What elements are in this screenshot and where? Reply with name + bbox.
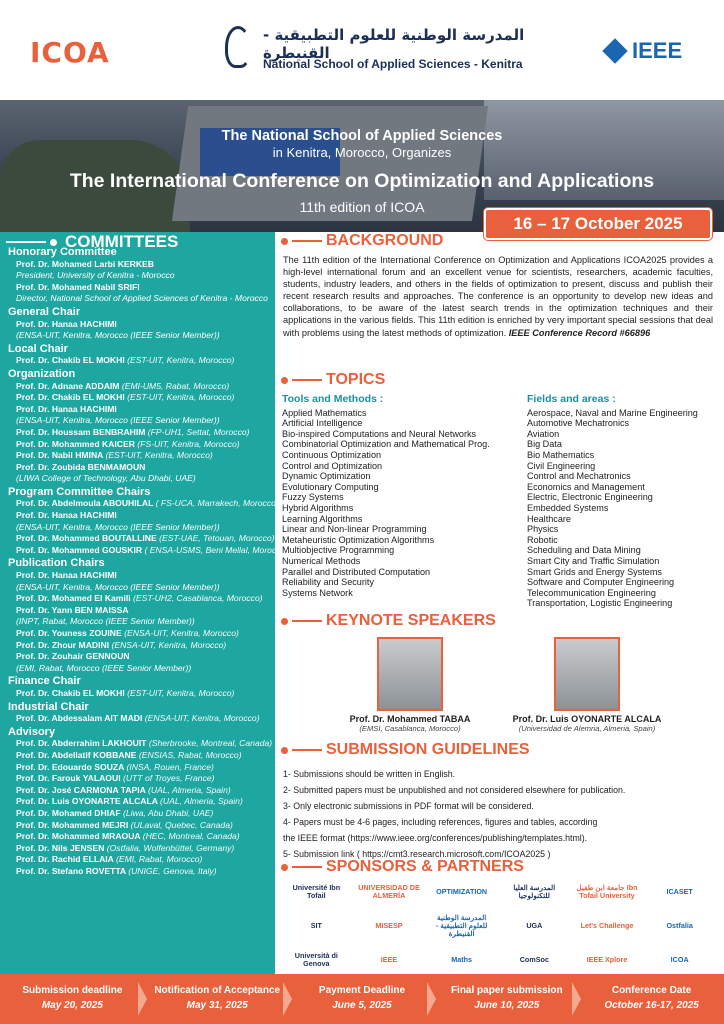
topics-title: TOPICS [326, 371, 386, 388]
tool-item: Artificial Intelligence [282, 418, 363, 429]
member-affiliation: (ENSA-UIT, Kenitra, Morocco) [144, 713, 260, 724]
member-name: Prof. Dr. Nabil HMINA [16, 450, 104, 461]
committee-member [8, 808, 270, 820]
chevron-right-icon [283, 982, 292, 1016]
member-affiliation: ( FS-UCA, Marrakech, Morocco) [155, 498, 279, 509]
ensa-seal-icon [225, 26, 251, 68]
member-affiliation: (ULaval, Quebec, Canada) [130, 819, 233, 830]
sponsor-logo: UNIVERSIDAD DE ALMERÍA [358, 883, 420, 900]
member-affiliation: (ENSA-UIT, Kenitra, Morocco) [124, 628, 239, 638]
member-name: Prof. Dr. Hanaa HACHIMI [16, 570, 117, 581]
tools-column [282, 394, 490, 598]
member-name: Prof. Dr. Hanaa HACHIMI [16, 403, 117, 414]
committee-member [8, 762, 270, 774]
field-item: Physics [527, 524, 559, 535]
member-name: Prof. Dr. Farouk YALAOUI [16, 773, 121, 784]
sponsor-logo: ICASET [666, 887, 693, 896]
submission-title: SUBMISSION GUIDELINES [326, 741, 530, 758]
member-affiliation: President, University of Kenitra - Morocco [16, 270, 175, 281]
member-affiliation: (ENSA-UIT, Kenitra, Morocco (IEEE Senior Member)) [16, 415, 220, 426]
committee-member [8, 533, 275, 545]
committee-member [8, 392, 270, 404]
sponsor-logo: UGA [526, 921, 543, 930]
sponsors-heading [281, 858, 524, 876]
field-item: Aerospace, Naval and Marine Engineering [527, 407, 698, 418]
member-name: Prof. Dr. Mohamed DHIAF [16, 807, 121, 818]
member-affiliation: (Sherbrooke, Montreal, Canada) [148, 738, 273, 749]
deadline-label: Notification of Acceptance [154, 985, 281, 996]
committee-member [8, 831, 270, 843]
ieee-logo [606, 38, 682, 64]
heading-line [6, 241, 46, 243]
sponsors-title: SPONSORS & PARTNERS [326, 858, 524, 875]
heading-dot [281, 864, 288, 871]
field-item: Smart Grids and Energy Systems [527, 566, 662, 577]
field-item: Control and Mechatronics [527, 471, 631, 482]
committee-section-title: Honorary Committee [8, 246, 117, 258]
speaker-name: Prof. Dr. Luis OYONARTE ALCALA [512, 714, 662, 724]
keynote-heading [281, 612, 496, 630]
member-affiliation: (EMI, Rabat, Morocco (IEEE Senior Member)) [16, 662, 192, 673]
committee-member [8, 439, 270, 451]
committee-member [8, 462, 270, 474]
sponsor-logo: Let's Challenge [580, 921, 634, 930]
speaker-photo [377, 637, 443, 711]
field-item: Electric, Electronic Engineering [527, 492, 653, 503]
main-content [275, 232, 724, 974]
conference-title: The International Conference on Optimization and Applications [69, 170, 655, 192]
sponsor-logo: ICOA [670, 955, 689, 964]
tool-item: Control and Optimization [282, 460, 383, 471]
deadline-date: October 16-17, 2025 [604, 1000, 699, 1011]
committee-section-title: Industrial Chair [8, 700, 89, 713]
background-heading [281, 232, 443, 250]
deadline-date: June 10, 2025 [474, 1000, 540, 1011]
member-name: Prof. Dr. Nils JENSEN [16, 842, 105, 853]
sponsor-logo: جامعة ابن طفيل Ibn Tofail University [576, 883, 638, 900]
field-item: Transportation, Logistic Engineering [527, 598, 673, 609]
member-affiliation: (EST-UH2, Casablanca, Morocco) [133, 593, 263, 604]
sponsor-logo: IEEE [380, 955, 398, 964]
guideline-item: 2- Submitted papers must be unpublished and not considered elsewhere for publication. [283, 785, 626, 795]
deadline-cell [0, 974, 145, 1024]
guideline-item: 4- Papers must be 4-6 pages, including references, figures and tables, according [283, 817, 598, 827]
member-affiliation: (INPT, Rabat, Morocco (IEEE Senior Member)) [16, 616, 195, 627]
field-item: Healthcare [527, 513, 571, 524]
tool-item: Learning Algorithms [282, 513, 363, 524]
sponsor-logos [283, 880, 713, 972]
committee-member [8, 570, 270, 582]
deadline-date: May 31, 2025 [186, 1000, 248, 1011]
member-affiliation: (EST-UIT, Kenitra, Morocco) [127, 687, 235, 698]
member-affiliation: (ENSA-UIT, Kenitra, Morocco (IEEE Senior Member)) [16, 521, 220, 532]
member-name: Prof. Dr. Hanaa HACHIMI [16, 510, 117, 521]
member-affiliation: (ENSIAS, Rabat, Morocco) [138, 749, 242, 760]
member-name: Prof. Dr. Mohamed Larbi KERKEB [16, 258, 154, 269]
heading-line [292, 379, 322, 381]
heading-line [292, 866, 322, 868]
member-name: Prof. Dr. Zoubida BENMAMOUN [16, 461, 146, 472]
committee-member [8, 866, 270, 878]
guideline-item: the IEEE format (https://www.ieee.org/conferences/publishing/templates.html). [283, 833, 588, 843]
fields-column [527, 394, 698, 609]
member-name: Prof. Dr. Youness ZOUINE [16, 628, 122, 638]
committee-member [8, 544, 289, 557]
sponsor-logo: OPTIMIZATION [436, 887, 488, 896]
committee-member [8, 640, 270, 652]
tool-item: Parallel and Distributed Computation [282, 566, 431, 577]
speaker-name: Prof. Dr. Mohammed TABAA [349, 714, 471, 724]
member-name: Prof. Dr. Mohammed GOUSKIR [16, 544, 143, 555]
edition-label: 11th edition of ICOA [299, 199, 425, 215]
heading-dot [281, 618, 288, 625]
committee-section-title: Advisory [8, 725, 56, 738]
field-item: Civil Engineering [527, 460, 596, 471]
sponsor-logo: Maths [451, 955, 473, 964]
field-item: Telecommunication Engineering [527, 587, 656, 598]
deadline-label: Payment Deadline [318, 985, 406, 996]
committee-member [8, 510, 270, 522]
field-item: Robotic [527, 534, 558, 545]
committee-section-title: General Chair [8, 305, 81, 318]
deadline-date: May 20, 2025 [41, 1000, 103, 1011]
committee-section-title: Publication Chairs [8, 557, 105, 570]
tool-item: Dynamic Optimization [282, 471, 371, 482]
sponsor-logo: Université Ibn Tofail [292, 883, 341, 900]
tool-item: Systems Network [282, 587, 353, 598]
member-name: Prof. Dr. Edouardo SOUZA [16, 761, 125, 772]
tool-item: Bio-inspired Computations and Neural Networks [282, 428, 477, 439]
committees-list [8, 245, 289, 877]
field-item: Embedded Systems [527, 502, 609, 513]
speaker-card [325, 637, 495, 733]
committee-member [8, 820, 270, 832]
member-name: Prof. Dr. Adnane ADDAIM [16, 380, 120, 391]
committee-member [8, 750, 270, 762]
member-name: Prof. Dr. Abderrahim LAKHOUIT [16, 738, 147, 749]
member-affiliation: ( ENSA-USMS, Beni Mellal, Morocco) [144, 544, 289, 555]
chevron-right-icon [572, 982, 581, 1016]
deadline-label: Conference Date [611, 985, 692, 996]
speaker-affiliation: (EMSI, Casablanca, Morocco) [359, 724, 461, 733]
committee-member [8, 593, 270, 605]
member-affiliation: (HEC, Montreal, Canada) [142, 831, 240, 842]
member-name: Prof. Dr. Chakib EL MOKHI [16, 355, 125, 366]
tool-item: Combinatorial Optimization and Mathematical Prog. [282, 439, 490, 450]
hero-organizer: The National School of Applied Sciences [221, 128, 503, 144]
tool-item: Applied Mathematics [282, 407, 367, 418]
committee-section-title: Program Committee Chairs [8, 485, 151, 498]
member-affiliation: (EST-UIT, Kenitra, Morocco) [127, 355, 235, 366]
deadline-cell [145, 974, 290, 1024]
member-name: Prof. Dr. Abdelmoula ABOUHILAL [16, 498, 154, 509]
member-name: Prof. Dr. Mohammed MEJRI [16, 819, 129, 830]
fields-list [527, 408, 698, 609]
committee-member [8, 259, 270, 271]
sponsor-logo: Ostfalia [666, 921, 693, 930]
heading-line [292, 240, 322, 242]
guideline-item: 1- Submissions should be written in English. [283, 769, 456, 779]
field-item: Automotive Mechatronics [527, 418, 630, 429]
background-paragraph: The 11th edition of the International Conference on Optimization and Applications ICOA2025 provides a high-level international forum and an excellent venue for scientists, researchers, academic faculties, students, industry leaders, and others in the fields of optimization to present, discuss and publish their recent research results and approaches. The conference is an opportunity to develop new ideas and collaborations, to be aware of the latest search trends in the optimization techniques and their applications in the various fields. This 11th edition is enriched by very important special sessions that deal with problems using the latest methods of optimization. [283, 255, 713, 338]
committee-member [8, 450, 270, 462]
submission-heading [281, 741, 530, 759]
committee-member [8, 427, 270, 439]
deadline-cell [579, 974, 724, 1024]
heading-dot [281, 377, 288, 384]
member-name: Prof. Dr. Mohamed El Kamili [16, 593, 131, 604]
submission-list [283, 766, 713, 862]
sponsor-logo: Università di Genova [294, 951, 338, 968]
sponsor-logo: ComSoc [519, 955, 549, 964]
member-name: Prof. Dr. Rachid ELLAIA [16, 854, 114, 865]
member-affiliation: (FS-UIT, Kenitra, Morocco) [137, 438, 240, 449]
committee-section-title: Finance Chair [8, 675, 81, 688]
icoa-logo: ICOA [30, 36, 110, 69]
committee-member [8, 282, 270, 294]
heading-line [292, 620, 322, 622]
field-item: Scheduling and Data Mining [527, 545, 641, 556]
date-badge: 16 – 17 October 2025 [484, 208, 712, 240]
member-affiliation: (INSA, Rouen, France) [126, 761, 214, 772]
committee-member [8, 651, 270, 663]
background-text [283, 254, 713, 339]
tool-item: Reliability and Security [282, 577, 374, 588]
tool-item: Linear and Non-linear Programming [282, 524, 427, 535]
sponsor-logo: MISESP [375, 921, 403, 930]
deadline-cell [434, 974, 579, 1024]
tools-list [282, 408, 490, 599]
heading-line [292, 749, 322, 751]
field-item: Big Data [527, 439, 562, 450]
sponsor-logo: المدرسة العليا للتكنولوجيا [513, 883, 556, 900]
committee-member [8, 796, 270, 808]
member-name: Prof. Dr. Mohammed MRAOUA [16, 831, 141, 842]
member-affiliation: (UTT of Troyes, France) [122, 773, 215, 784]
field-item: Smart City and Traffic Simulation [527, 555, 660, 566]
member-affiliation: (Ostfalia, Wolfenbüttel, Germany) [106, 842, 235, 853]
member-name: Prof. Dr. Houssam BENBRAHIM [16, 426, 146, 437]
committee-member [8, 605, 270, 617]
deadline-cell [290, 974, 435, 1024]
deadline-date: June 5, 2025 [332, 1000, 392, 1011]
deadline-label: Submission deadline [22, 985, 123, 996]
school-name-arabic: المدرسة الوطنية للعلوم التطبيقية - القنيطرة [263, 26, 525, 62]
member-affiliation: (UNIGE, Genova, Italy) [128, 865, 217, 876]
member-name: Prof. Dr. Mohammed BOUTALLINE [16, 533, 157, 544]
member-affiliation: (UAL, Almeria, Spain) [160, 796, 243, 807]
member-name: Prof. Dr. Yann BEN MAISSA [16, 604, 129, 615]
member-affiliation: (EMI-UM5, Rabat, Morocco) [121, 380, 230, 391]
heading-dot [281, 238, 288, 245]
member-name: Prof. Dr. Mohammed KAICER [16, 438, 135, 449]
topics-heading [281, 371, 385, 389]
member-name: Prof. Dr. Abdellatif KOBBANE [16, 749, 137, 760]
ensa-logo [225, 22, 535, 78]
committee-member [8, 319, 270, 331]
member-affiliation: (FP-UH1, Settat, Morocco) [147, 426, 250, 437]
committee-member [8, 355, 270, 367]
committee-section-title: Organization [8, 367, 76, 380]
field-item: Aviation [527, 428, 560, 439]
speaker-photo [554, 637, 620, 711]
committee-member [8, 404, 270, 416]
tool-item: Fuzzy Systems [282, 492, 344, 503]
deadlines-bar [0, 974, 724, 1024]
member-affiliation: (ENSA-UIT, Kenitra, Morocco) [111, 639, 227, 650]
sponsor-logo: المدرسة الوطنية للعلوم التطبيقية - القنيطرة [436, 913, 488, 938]
tool-item: Numerical Methods [282, 555, 361, 566]
member-name: Prof. Dr. Stefano ROVETTA [16, 865, 126, 876]
member-name: Prof. Dr. Abdessalam AIT MADI [16, 713, 143, 724]
committee-member [8, 688, 270, 700]
background-title: BACKGROUND [326, 232, 444, 249]
member-name: Prof. Dr. Hanaa HACHIMI [16, 318, 117, 329]
committees-panel [0, 232, 289, 974]
member-affiliation: (EST-UAE, Tetouan, Morocco) [159, 533, 275, 544]
chevron-right-icon [427, 982, 436, 1016]
chevron-right-icon [138, 982, 147, 1016]
committee-member [8, 785, 270, 797]
member-affiliation: Director, National School of Applied Sciences of Kenitra - Morocco [16, 293, 268, 304]
member-name: Prof. Dr. Zhour MADINI [16, 639, 110, 650]
committee-member [8, 381, 270, 393]
member-affiliation: (Liwa, Abu Dhabi, UAE) [122, 807, 214, 818]
committee-member [8, 713, 270, 725]
member-affiliation: (ENSA-UIT, Kenitra, Morocco (IEEE Senior Member)) [16, 581, 220, 592]
committee-section-title: Local Chair [8, 342, 68, 355]
tool-item: Evolutionary Computing [282, 481, 379, 492]
speaker-card [502, 637, 672, 733]
member-name: Prof. Dr. Zouhair GENNOUN [16, 651, 130, 662]
header-bar [0, 0, 724, 100]
conference-record: IEEE Conference Record #66896 [508, 327, 651, 338]
ieee-logo-text: IEEE [632, 38, 683, 63]
member-affiliation: (UAL, Almeria, Spain) [147, 784, 231, 795]
deadline-label: Final paper submission [450, 985, 563, 996]
field-item: Bio Mathematics [527, 449, 595, 460]
guideline-item: 3- Only electronic submissions in PDF format will be considered. [283, 801, 534, 811]
member-name: Prof. Dr. Chakib EL MOKHI [16, 687, 125, 698]
member-name: Prof. Dr. Luis OYONARTE ALCALA [16, 796, 158, 807]
tool-item: Continuous Optimization [282, 449, 382, 460]
member-affiliation: (EMI, Rabat, Morocco) [115, 854, 203, 865]
tool-item: Metaheuristic Optimization Algorithms [282, 534, 435, 545]
member-name: Prof. Dr. Chakib EL MOKHI [16, 392, 125, 403]
speaker-affiliation: (Universidad de Alemria, Almeria, Spain) [518, 724, 656, 733]
field-item: Software and Computer Engineering [527, 577, 675, 588]
member-name: Prof. Dr. Mohamed Nabil SRIFI [16, 281, 140, 292]
guideline-item: 5- Submission link ( https://cmt3.research.microsoft.com/ICOA2025 ) [283, 849, 551, 859]
fields-title: Fields and areas : [527, 393, 616, 405]
member-affiliation: (EST-UIT, Kenitra, Morocco) [127, 392, 235, 403]
committee-member [8, 498, 279, 510]
committee-member [8, 854, 270, 866]
committee-member [8, 773, 270, 785]
keynote-title: KEYNOTE SPEAKERS [326, 612, 496, 629]
ieee-diamond-icon [602, 38, 627, 63]
tool-item: Hybrid Algorithms [282, 502, 354, 513]
member-name: Prof. Dr. José CARMONA TAPIA [16, 784, 146, 795]
school-name-english: National School of Applied Sciences - Kenitra [263, 57, 523, 71]
member-affiliation: (ENSA-UIT, Kenitra, Morocco (IEEE Senior Member)) [16, 330, 220, 341]
member-affiliation: (LIWA College of Technology, Abu Dhabi, UAE) [16, 473, 196, 484]
hero-location: in Kenitra, Morocco, Organizes [272, 145, 452, 160]
member-affiliation: (EST-UIT, Kenitra, Morocco) [105, 450, 213, 461]
committee-member [8, 843, 270, 855]
sponsor-logo: SIT [310, 921, 322, 930]
tool-item: Multiobjective Programming [282, 545, 395, 556]
committees-title: COMMITTEES [65, 232, 179, 251]
field-item: Economics and Management [527, 481, 645, 492]
heading-dot [281, 747, 288, 754]
sponsor-logo: IEEE Xplore [586, 955, 628, 964]
tools-title: Tools and Methods : [282, 393, 384, 405]
committee-member [8, 628, 270, 640]
committee-member [8, 738, 273, 750]
